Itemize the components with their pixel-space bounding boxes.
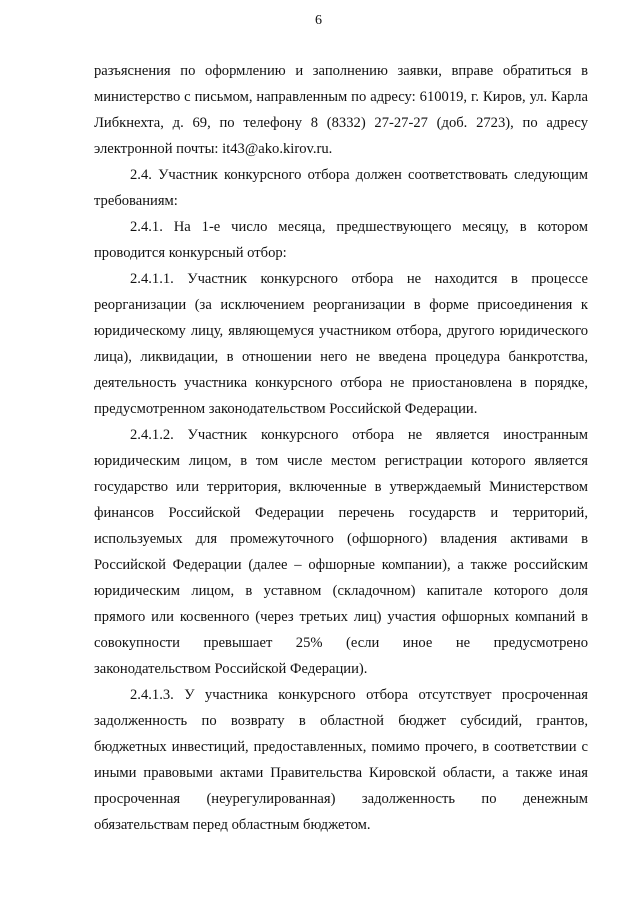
paragraph-2-4: 2.4. Участник конкурсного отбора должен соответствовать следующим требованиям: — [94, 167, 588, 209]
paragraph-2-4-1: 2.4.1. На 1-е число месяца, предшествующего месяцу, в котором проводится конкурсный отбор: — [94, 219, 588, 261]
paragraph-contact-info: разъяснения по оформлению и заполнению заявки, вправе обратиться в министерство с письмом, направленным по адресу: 610019, г. Киров, ул. Карла Либкнехта, д. 69, по телефону 8 (8332) 27-27-27 (доб. 2723), по адресу электронной почты: it43@ako.kirov.ru. — [94, 63, 588, 157]
page-number: 6 — [315, 13, 322, 28]
paragraph-2-4-1-2: 2.4.1.2. Участник конкурсного отбора не является иностранным юридическим лицом, в том числе местом регистрации которого является государство или территория, включенные в утверждаемый Министерством финансов Российской Федерации перечень государств и территорий, используемых для промежуточного (офшорного) владения активами в Российской Федерации (далее – офшорные компании), а также российским юридическим лицом, в уставном (складочном) капитале которого доля прямого или косвенного (через третьих лиц) участия офшорных компаний в совокупности превышает 25% (если иное не предусмотрено законодательством Российской Федерации). — [94, 427, 588, 677]
document-body — [94, 58, 588, 838]
paragraph-2-4-1-1: 2.4.1.1. Участник конкурсного отбора не находится в процессе реорганизации (за исключением реорганизации в форме присоединения к юридическому лицу, являющемуся участником отбора, другого юридического лица), ликвидации, в отношении него не введена процедура банкротства, деятельность участника конкурсного отбора не приостановлена в порядке, предусмотренном законодательством Российской Федерации. — [94, 271, 588, 417]
paragraph-2-4-1-3: 2.4.1.3. У участника конкурсного отбора отсутствует просроченная задолженность по возврату в областной бюджет субсидий, грантов, бюджетных инвестиций, предоставленных, помимо прочего, в соответствии с иными правовыми актами Правительства Кировской области, а также иная просроченная (неурегулированная) задолженность по денежным обязательствам перед областным бюджетом. — [94, 687, 588, 833]
